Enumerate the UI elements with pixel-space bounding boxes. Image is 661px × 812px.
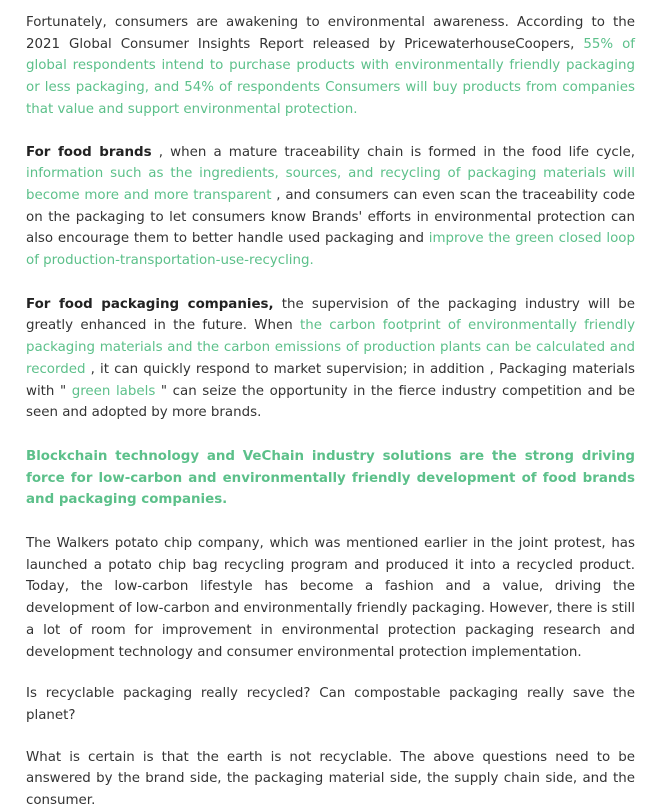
highlighted-carbon-footprint: the carbon footprint of environmentally friendly packaging materials and the carbon emissions of production plants can be calculated and recorded [26,318,635,377]
highlighted-statistic: 55% of global respondents intend to purchase products with environmentally friendly packaging or less packaging, and 54% of respondents Consumers will buy products from companies that value and support environmental protection. [26,36,635,117]
paragraph-text: Is recyclable packaging really recycled? Can compostable packaging really save the planet? [26,686,635,723]
highlighted-transparency: information such as the ingredients, sources, and recycling of packaging materials will become more and more transparent [26,166,635,203]
paragraph-consumer-awareness [26,12,635,121]
paragraph-food-brands [26,142,635,272]
paragraph-questions [26,683,635,726]
bold-lead-food-brands: For food brands [26,144,152,160]
bold-lead-packaging-companies: For food packaging companies, [26,296,274,312]
highlighted-green-labels: green labels [71,383,156,399]
paragraph-text: , it can quickly respond to market supervision; in addition , Packaging materials with " [26,361,635,399]
paragraph-text: , when a mature traceability chain is formed in the food life cycle, [151,144,635,160]
paragraph-text: What is certain is that the earth is not recyclable. The above questions need to be answered by the brand side, the packaging material side, the supply chain side, and the consumer. [26,749,635,809]
paragraph-conclusion [26,747,635,812]
paragraph-packaging-companies [26,294,635,424]
paragraph-text: Fortunately, consumers are awakening to environmental awareness. According to the 2021 Global Consumer Insights Report released by PricewaterhouseCoopers, [26,15,635,52]
paragraph-blockchain-heading [26,446,635,511]
paragraph-walkers [26,533,635,663]
paragraph-text: " can seize the opportunity in the fierce industry competition and be seen and adopted by more brands. [26,383,635,421]
highlighted-closed-loop: improve the green closed loop of production-transportation-use-recycling. [26,231,635,269]
paragraph-text: , and consumers can even scan the traceability code on the packaging to let consumers know Brands' efforts in environmental protection can also encourage them to better handle used packaging and [26,187,636,247]
paragraph-text: the supervision of the packaging industry will be greatly enhanced in the future. When [26,296,635,334]
paragraph-text: The Walkers potato chip company, which was mentioned earlier in the joint protest, has launched a potato chip bag recycling program and produced it into a recycled product. Today, the low-carbon lifestyle has become a fashion and a value, driving the development of low-carbon and environmentally friendly packaging. However, there is still a lot of room for improvement in environmental protection packaging research and development technology and consumer environmental protection implementation. [26,536,635,660]
bold-green-statement: Blockchain technology and VeChain industry solutions are the strong driving force for low-carbon and environmentally friendly development of food brands and packaging companies. [26,448,635,508]
